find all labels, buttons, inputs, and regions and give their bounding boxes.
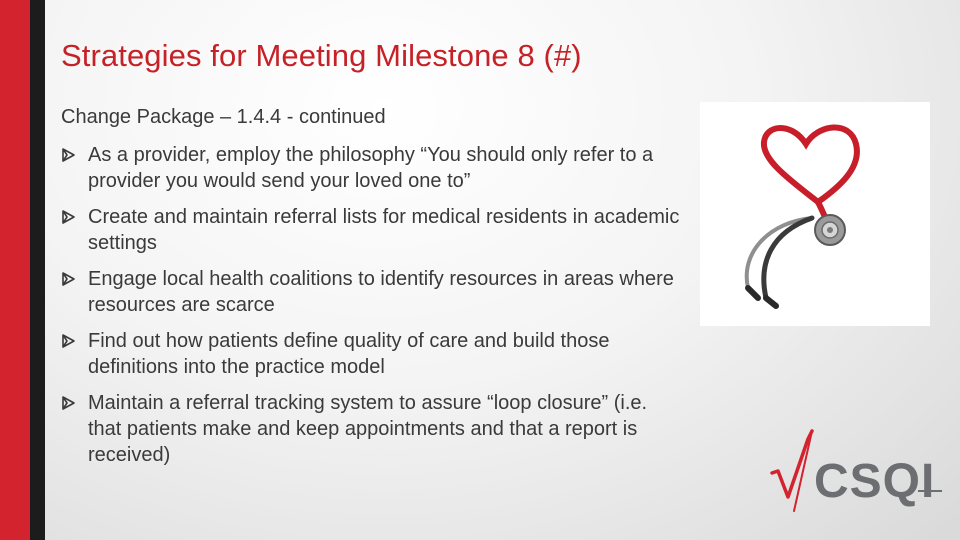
arrow-bullet-icon xyxy=(61,204,77,230)
arrow-bullet-icon xyxy=(61,266,77,292)
accent-bar-dark xyxy=(30,0,45,540)
bullet-item xyxy=(61,390,686,468)
bullet-item xyxy=(61,204,686,256)
bullet-item xyxy=(61,142,686,194)
bullet-text: Find out how patients define quality of care and build those definitions into the practice model xyxy=(88,330,610,378)
bullet-text: Maintain a referral tracking system to assure “loop closure” (i.e. that patients make and keep appointments and that a report is received) xyxy=(88,392,648,466)
bullet-item xyxy=(61,266,686,318)
bullet-list xyxy=(61,142,686,478)
csqi-logo xyxy=(768,425,943,520)
bullet-text: Engage local health coalitions to identify resources in areas where resources are scarce xyxy=(88,268,674,316)
arrow-bullet-icon xyxy=(61,328,77,354)
logo-text: CSQI xyxy=(814,455,936,508)
slide-title: Strategies for Meeting Milestone 8 (#) xyxy=(61,38,582,73)
arrow-bullet-icon xyxy=(61,142,77,168)
slide-subtitle: Change Package – 1.4.4 - continued xyxy=(61,106,386,128)
heart-stethoscope-image xyxy=(700,102,930,326)
accent-bar-red xyxy=(0,0,30,540)
arrow-bullet-icon xyxy=(61,390,77,416)
bullet-item xyxy=(61,328,686,380)
bullet-text: As a provider, employ the philosophy “You should only refer to a provider you would send your loved one to” xyxy=(88,144,654,192)
bullet-text: Create and maintain referral lists for medical residents in academic settings xyxy=(88,206,680,254)
